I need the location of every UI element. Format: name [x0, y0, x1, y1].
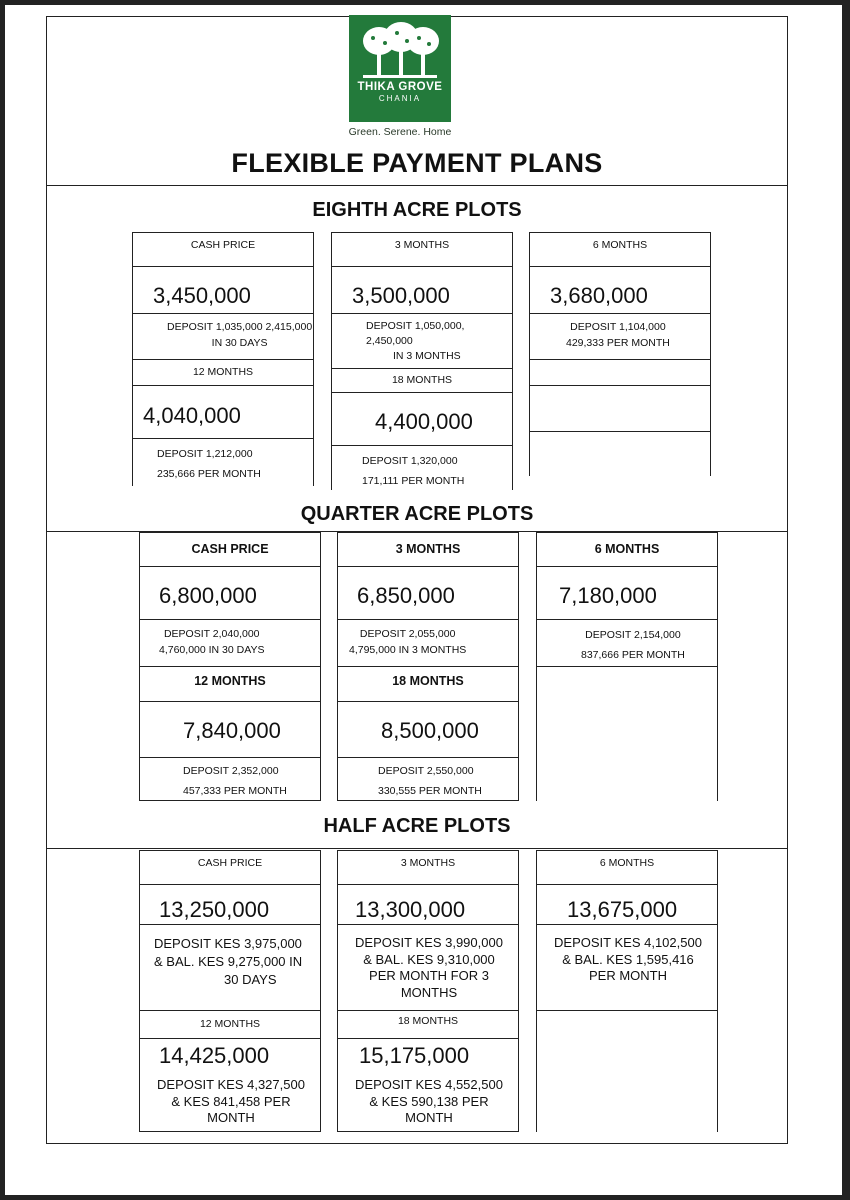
plan-label: 3 MONTHS [394, 239, 450, 251]
plan-price: 13,300,000 [355, 897, 466, 922]
plan-price: 3,450,000 [153, 283, 251, 308]
section-title-eighth: EIGHTH ACRE PLOTS [312, 199, 522, 221]
plan-card-half-col2 [337, 850, 519, 1132]
plan-label: 3 MONTHS [395, 542, 461, 556]
plan-label: 6 MONTHS [592, 239, 648, 251]
plan-label: 3 MONTHS [400, 857, 456, 869]
plan-card-quarter-col1 [139, 532, 321, 801]
plan-label: 12 MONTHS [192, 366, 254, 378]
plan-card-quarter-col3 [536, 532, 718, 801]
plan-price: 6,850,000 [357, 583, 455, 608]
plan-details: DEPOSIT 2,154,000 837,666 PER MONTH [581, 629, 685, 661]
trees-icon [357, 21, 443, 79]
section-title-half: HALF ACRE PLOTS [323, 815, 511, 837]
plan-details: DEPOSIT KES 4,552,500 & KES 590,138 PER MONTH [355, 1077, 503, 1126]
plan-card-quarter-col2 [337, 532, 519, 801]
plan-card-half-col3 [536, 850, 718, 1132]
plan-details: DEPOSIT 2,040,000 4,760,000 IN 30 DAYS [159, 628, 265, 657]
brand-logo [349, 15, 451, 122]
plan-price: 13,675,000 [567, 897, 678, 922]
plan-label: 12 MONTHS [194, 674, 266, 688]
plan-price: 3,680,000 [550, 283, 648, 308]
plan-label: 6 MONTHS [599, 857, 655, 869]
plan-label: 12 MONTHS [199, 1018, 261, 1030]
page-title: FLEXIBLE PAYMENT PLANS [231, 148, 603, 178]
plan-label: CASH PRICE [191, 542, 269, 556]
plan-price: 15,175,000 [359, 1043, 470, 1068]
plan-label: CASH PRICE [197, 857, 263, 869]
plan-card-half-col1 [139, 850, 321, 1132]
divider [46, 185, 788, 186]
plan-price: 3,500,000 [352, 283, 450, 308]
plan-details: DEPOSIT 1,320,000 171,111 PER MONTH [362, 455, 465, 487]
plan-label: 18 MONTHS [392, 674, 464, 688]
plan-details: DEPOSIT 2,352,000 457,333 PER MONTH [183, 765, 287, 797]
plan-card-eighth-col1 [132, 232, 314, 486]
plan-details: DEPOSIT 1,212,000 235,666 PER MONTH [157, 448, 261, 480]
plan-price: 4,400,000 [375, 409, 473, 434]
plan-details: DEPOSIT 2,550,000 330,555 PER MONTH [378, 765, 482, 797]
plan-label: CASH PRICE [190, 239, 256, 251]
plan-card-eighth-col3 [529, 232, 711, 476]
plan-details: DEPOSIT 1,050,000, 2,450,000 IN 3 MONTHS [366, 320, 465, 363]
plan-label: 6 MONTHS [594, 542, 660, 556]
plan-details: DEPOSIT 1,035,000 2,415,000 IN 30 DAYS [167, 321, 313, 350]
plan-price: 7,840,000 [183, 718, 281, 743]
section-title-quarter: QUARTER ACRE PLOTS [300, 503, 534, 525]
plan-label: 18 MONTHS [397, 1015, 459, 1027]
plan-details: DEPOSIT KES 4,102,500 & BAL. KES 1,595,416 PER MONTH [554, 935, 702, 984]
plan-details: DEPOSIT KES 3,990,000 & BAL. KES 9,310,000 PER MONTH FOR 3 MONTHS [355, 935, 503, 1000]
plan-label: 18 MONTHS [391, 374, 453, 386]
plan-details: DEPOSIT 2,055,000 4,795,000 IN 3 MONTHS [349, 628, 467, 657]
divider [46, 848, 788, 849]
plan-price: 4,040,000 [143, 403, 241, 428]
plan-card-eighth-col2 [331, 232, 513, 490]
plan-details: DEPOSIT KES 4,327,500 & KES 841,458 PER MONTH [157, 1077, 305, 1126]
plan-price: 14,425,000 [159, 1043, 270, 1068]
brand-sub: CHANIA [378, 94, 422, 103]
brand-name: THIKA GROVE [357, 81, 443, 93]
plan-details: DEPOSIT KES 3,975,000 & BAL. KES 9,275,000 IN 30 DAYS [154, 936, 303, 988]
plan-price: 6,800,000 [159, 583, 257, 608]
plan-price: 7,180,000 [559, 583, 657, 608]
plan-price: 8,500,000 [381, 718, 479, 743]
brand-tagline: Green. Serene. Home [348, 126, 452, 138]
plan-details: DEPOSIT 1,104,000 429,333 PER MONTH [566, 321, 670, 350]
plan-price: 13,250,000 [159, 897, 270, 922]
